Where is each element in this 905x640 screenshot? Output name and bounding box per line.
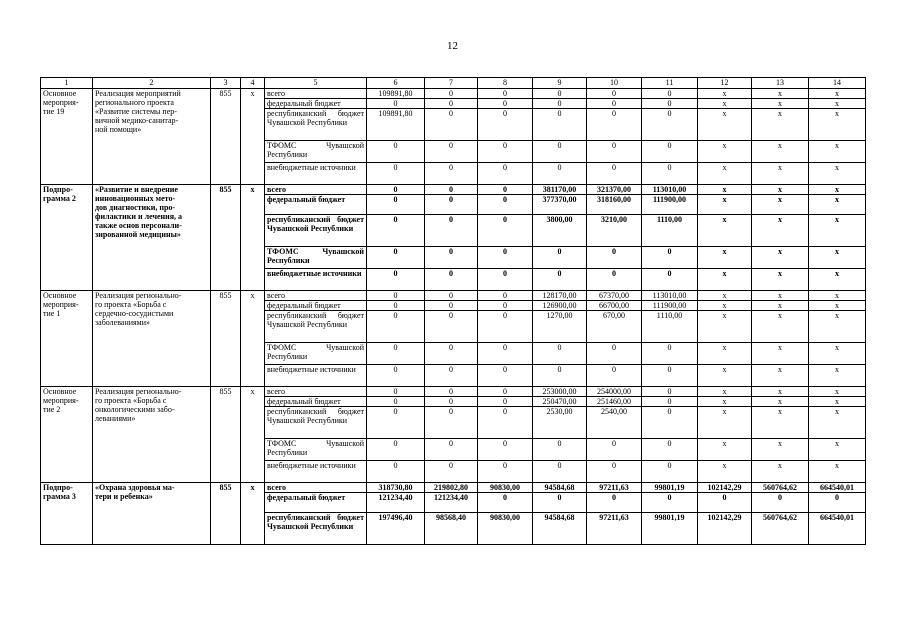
value-cell: 0 (533, 269, 587, 291)
header-cell: 3 (211, 78, 241, 89)
x-cell: х (241, 387, 265, 483)
value-cell: 0 (425, 141, 478, 163)
source-cell: республиканский бюджет Чувашской Республики (265, 215, 367, 247)
value-cell: 1110,00 (642, 311, 698, 343)
value-cell: 0 (587, 365, 642, 387)
value-cell: х (698, 397, 752, 407)
value-cell: 0 (367, 365, 425, 387)
value-cell: 0 (478, 343, 533, 365)
value-cell: 0 (478, 397, 533, 407)
value-cell: 0 (425, 301, 478, 311)
value-cell: 0 (478, 461, 533, 483)
value-cell: х (752, 365, 809, 387)
value-cell: 0 (533, 439, 587, 461)
value-cell: 0 (367, 407, 425, 439)
source-cell: всего (265, 291, 367, 301)
source-cell: федеральный бюджет (265, 493, 367, 513)
status-cell: Подпро- грамма 3 (41, 483, 93, 545)
value-cell: 560764,62 (752, 483, 809, 493)
source-cell: внебюджетные источники (265, 269, 367, 291)
value-cell: 0 (533, 109, 587, 141)
value-cell: х (752, 89, 809, 99)
value-cell: 0 (367, 439, 425, 461)
value-cell: 0 (533, 343, 587, 365)
value-cell: 67370,00 (587, 291, 642, 301)
value-cell: 664540,01 (809, 483, 866, 493)
code-cell: 855 (211, 291, 241, 387)
value-cell: 0 (367, 185, 425, 195)
value-cell: 0 (642, 387, 698, 397)
value-cell: 0 (587, 89, 642, 99)
table-row (41, 89, 866, 99)
source-cell: республиканский бюджет Чувашской Республики (265, 109, 367, 141)
value-cell: 0 (533, 247, 587, 269)
value-cell: х (809, 89, 866, 99)
value-cell: х (752, 439, 809, 461)
source-cell: федеральный бюджет (265, 301, 367, 311)
value-cell: х (698, 387, 752, 397)
source-cell: федеральный бюджет (265, 195, 367, 215)
value-cell: 0 (425, 397, 478, 407)
value-cell: 0 (425, 439, 478, 461)
value-cell: 0 (367, 387, 425, 397)
value-cell: 121234,40 (367, 493, 425, 513)
value-cell: 0 (587, 269, 642, 291)
value-cell: х (809, 407, 866, 439)
value-cell: 0 (587, 461, 642, 483)
x-cell: х (241, 483, 265, 545)
value-cell: 0 (478, 301, 533, 311)
value-cell: 0 (587, 109, 642, 141)
source-cell: федеральный бюджет (265, 397, 367, 407)
value-cell: 0 (478, 247, 533, 269)
value-cell: 0 (425, 109, 478, 141)
status-cell: Подпро- грамма 2 (41, 185, 93, 291)
value-cell: 2540,00 (587, 407, 642, 439)
value-cell: х (698, 195, 752, 215)
value-cell: 0 (425, 215, 478, 247)
value-cell: 664540,01 (809, 513, 866, 545)
value-cell: х (752, 387, 809, 397)
value-cell: 94584,68 (533, 513, 587, 545)
value-cell: 0 (478, 311, 533, 343)
value-cell: х (752, 461, 809, 483)
value-cell: 0 (367, 301, 425, 311)
table-row (41, 483, 866, 493)
value-cell: 0 (642, 365, 698, 387)
code-cell: 855 (211, 387, 241, 483)
source-cell: всего (265, 89, 367, 99)
value-cell: 219802,80 (425, 483, 478, 493)
value-cell: 0 (533, 89, 587, 99)
value-cell: 253000,00 (533, 387, 587, 397)
value-cell: 0 (642, 141, 698, 163)
value-cell: 0 (425, 195, 478, 215)
value-cell: 0 (533, 365, 587, 387)
value-cell: 99801,19 (642, 513, 698, 545)
value-cell: х (809, 215, 866, 247)
value-cell: 0 (478, 493, 533, 513)
value-cell: 254000,00 (587, 387, 642, 397)
value-cell: х (698, 439, 752, 461)
source-cell: ТФОМС Чувашской Республики (265, 343, 367, 365)
name-cell: «Охрана здоровья ма- тери и ребенка» (93, 483, 211, 545)
code-cell: 855 (211, 89, 241, 185)
source-cell: федеральный бюджет (265, 99, 367, 109)
value-cell: 0 (478, 195, 533, 215)
table-row (41, 185, 866, 195)
value-cell: 0 (367, 195, 425, 215)
value-cell: 251460,00 (587, 397, 642, 407)
value-cell: х (809, 141, 866, 163)
value-cell: х (698, 163, 752, 185)
value-cell: 109891,80 (367, 109, 425, 141)
value-cell: 0 (425, 163, 478, 185)
value-cell: 0 (478, 99, 533, 109)
value-cell: 0 (587, 163, 642, 185)
header-cell: 14 (809, 78, 866, 89)
value-cell: х (809, 397, 866, 407)
header-cell: 1 (41, 78, 93, 89)
value-cell: 2530,00 (533, 407, 587, 439)
value-cell: х (698, 461, 752, 483)
value-cell: 0 (478, 365, 533, 387)
value-cell: х (809, 311, 866, 343)
value-cell: 0 (367, 291, 425, 301)
value-cell: х (698, 99, 752, 109)
value-cell: х (752, 195, 809, 215)
value-cell: 0 (752, 493, 809, 513)
value-cell: х (809, 291, 866, 301)
source-cell: внебюджетные источники (265, 461, 367, 483)
value-cell: 0 (642, 493, 698, 513)
value-cell: х (752, 247, 809, 269)
value-cell: 0 (425, 461, 478, 483)
value-cell: 0 (533, 99, 587, 109)
value-cell: 0 (478, 291, 533, 301)
header-cell: 2 (93, 78, 211, 89)
value-cell: 3800,00 (533, 215, 587, 247)
value-cell: х (752, 163, 809, 185)
value-cell: х (752, 109, 809, 141)
value-cell: х (698, 185, 752, 195)
value-cell: х (752, 141, 809, 163)
value-cell: 0 (425, 387, 478, 397)
value-cell: 0 (478, 163, 533, 185)
value-cell: 102142,29 (698, 513, 752, 545)
value-cell: 321370,00 (587, 185, 642, 195)
value-cell: 121234,40 (425, 493, 478, 513)
value-cell: х (752, 343, 809, 365)
value-cell: 0 (642, 407, 698, 439)
page-number: 12 (447, 40, 458, 52)
value-cell: 3210,00 (587, 215, 642, 247)
header-cell: 7 (425, 78, 478, 89)
value-cell: 0 (425, 247, 478, 269)
value-cell: 0 (587, 493, 642, 513)
name-cell: Реализация регионально- го проекта «Борьба с онкологическими забо- леваниями» (93, 387, 211, 483)
source-cell: республиканский бюджет Чувашской Республики (265, 407, 367, 439)
table-row (41, 291, 866, 301)
value-cell: х (698, 89, 752, 99)
value-cell: х (698, 141, 752, 163)
status-cell: Основное мероприя- тие 2 (41, 387, 93, 483)
header-cell: 11 (642, 78, 698, 89)
value-cell: 0 (642, 269, 698, 291)
value-cell: 0 (642, 461, 698, 483)
value-cell: 0 (367, 343, 425, 365)
source-cell: ТФОМС Чувашской Республики (265, 439, 367, 461)
value-cell: 0 (425, 99, 478, 109)
value-cell: 0 (367, 397, 425, 407)
value-cell: 99801,19 (642, 483, 698, 493)
value-cell: 0 (533, 493, 587, 513)
value-cell: 97211,63 (587, 513, 642, 545)
value-cell: 0 (642, 247, 698, 269)
source-cell: республиканский бюджет Чувашской Республики (265, 513, 367, 545)
value-cell: 318160,00 (587, 195, 642, 215)
code-cell: 855 (211, 483, 241, 545)
value-cell: х (809, 387, 866, 397)
value-cell: х (752, 215, 809, 247)
value-cell: 0 (367, 247, 425, 269)
value-cell: х (752, 291, 809, 301)
value-cell: 109891,80 (367, 89, 425, 99)
source-cell: ТФОМС Чувашской Республики (265, 247, 367, 269)
value-cell: х (809, 99, 866, 109)
value-cell: х (809, 109, 866, 141)
value-cell: 90830,00 (478, 513, 533, 545)
value-cell: 0 (367, 163, 425, 185)
value-cell: 0 (587, 141, 642, 163)
value-cell: 0 (642, 109, 698, 141)
budget-table (40, 77, 866, 545)
header-cell: 6 (367, 78, 425, 89)
header-cell: 8 (478, 78, 533, 89)
x-cell: х (241, 291, 265, 387)
value-cell: х (809, 247, 866, 269)
value-cell: х (698, 109, 752, 141)
source-cell: ТФОМС Чувашской Республики (265, 141, 367, 163)
value-cell: 113010,00 (642, 291, 698, 301)
value-cell: 0 (587, 343, 642, 365)
header-cell: 12 (698, 78, 752, 89)
value-cell: 0 (533, 461, 587, 483)
value-cell: 0 (533, 163, 587, 185)
value-cell: х (698, 269, 752, 291)
value-cell: х (752, 397, 809, 407)
value-cell: 98568,40 (425, 513, 478, 545)
code-cell: 855 (211, 185, 241, 291)
value-cell: 0 (425, 365, 478, 387)
value-cell: х (698, 365, 752, 387)
value-cell: х (809, 269, 866, 291)
value-cell: 1270,00 (533, 311, 587, 343)
value-cell: 0 (642, 397, 698, 407)
value-cell: 0 (478, 141, 533, 163)
source-cell: всего (265, 483, 367, 493)
value-cell: 0 (425, 343, 478, 365)
header-cell: 13 (752, 78, 809, 89)
value-cell: 0 (425, 269, 478, 291)
value-cell: 318730,80 (367, 483, 425, 493)
header-cell: 9 (533, 78, 587, 89)
value-cell: 0 (367, 99, 425, 109)
value-cell: 126900,00 (533, 301, 587, 311)
name-cell: «Развитие и внедрение инновационных мето- дов диагностики, про- филактики и лечения, а также основ персонали- зированной медицины» (93, 185, 211, 291)
value-cell: х (698, 215, 752, 247)
value-cell: 102142,29 (698, 483, 752, 493)
value-cell: 377370,00 (533, 195, 587, 215)
value-cell: 0 (425, 311, 478, 343)
value-cell: 66700,00 (587, 301, 642, 311)
value-cell: 0 (367, 215, 425, 247)
table-row (41, 387, 866, 397)
value-cell: 94584,68 (533, 483, 587, 493)
source-cell: республиканский бюджет Чувашской Республики (265, 311, 367, 343)
status-cell: Основное мероприя- тие 19 (41, 89, 93, 185)
value-cell: 0 (367, 311, 425, 343)
value-cell: 0 (587, 247, 642, 269)
value-cell: х (752, 99, 809, 109)
value-cell: х (698, 407, 752, 439)
value-cell: 0 (367, 141, 425, 163)
value-cell: 670,00 (587, 311, 642, 343)
value-cell: 113010,00 (642, 185, 698, 195)
value-cell: х (752, 185, 809, 195)
value-cell: 0 (698, 493, 752, 513)
name-cell: Реализация мероприятий регионального проекта «Развитие системы пер- вичной медико-санитар- ной помощи» (93, 89, 211, 185)
source-cell: внебюджетные источники (265, 365, 367, 387)
value-cell: х (809, 301, 866, 311)
source-cell: внебюджетные источники (265, 163, 367, 185)
value-cell: 0 (642, 343, 698, 365)
value-cell: х (809, 163, 866, 185)
value-cell: 0 (642, 89, 698, 99)
value-cell: 128170,00 (533, 291, 587, 301)
value-cell: х (752, 311, 809, 343)
value-cell: х (698, 291, 752, 301)
source-cell: всего (265, 185, 367, 195)
value-cell: 381170,00 (533, 185, 587, 195)
value-cell: х (752, 301, 809, 311)
value-cell: х (752, 269, 809, 291)
value-cell: 111900,00 (642, 301, 698, 311)
header-cell: 10 (587, 78, 642, 89)
value-cell: х (809, 439, 866, 461)
value-cell: х (809, 195, 866, 215)
header-cell: 4 (241, 78, 265, 89)
value-cell: 0 (533, 141, 587, 163)
value-cell: 0 (425, 185, 478, 195)
value-cell: 0 (367, 269, 425, 291)
value-cell: х (809, 461, 866, 483)
value-cell: х (698, 301, 752, 311)
value-cell: 0 (478, 215, 533, 247)
x-cell: х (241, 185, 265, 291)
value-cell: 90830,00 (478, 483, 533, 493)
value-cell: 97211,63 (587, 483, 642, 493)
value-cell: 0 (587, 439, 642, 461)
value-cell: 0 (425, 407, 478, 439)
value-cell: 1110,00 (642, 215, 698, 247)
value-cell: 0 (809, 493, 866, 513)
header-cell: 5 (265, 78, 367, 89)
value-cell: 111900,00 (642, 195, 698, 215)
status-cell: Основное мероприя- тие 1 (41, 291, 93, 387)
x-cell: х (241, 89, 265, 185)
value-cell: 0 (478, 387, 533, 397)
value-cell: 197496,40 (367, 513, 425, 545)
value-cell: 0 (425, 89, 478, 99)
value-cell: х (752, 407, 809, 439)
value-cell: х (809, 365, 866, 387)
value-cell: х (809, 343, 866, 365)
name-cell: Реализация регионально- го проекта «Борьба с сердечно-сосудистыми заболеваниями» (93, 291, 211, 387)
source-cell: всего (265, 387, 367, 397)
value-cell: 0 (478, 269, 533, 291)
value-cell: 0 (642, 439, 698, 461)
value-cell: 0 (642, 163, 698, 185)
value-cell: 0 (478, 185, 533, 195)
value-cell: х (809, 185, 866, 195)
value-cell: х (698, 343, 752, 365)
value-cell: 0 (478, 439, 533, 461)
value-cell: 0 (478, 407, 533, 439)
value-cell: х (698, 247, 752, 269)
header-row (41, 78, 866, 89)
value-cell: х (698, 311, 752, 343)
value-cell: 0 (478, 109, 533, 141)
value-cell: 560764,62 (752, 513, 809, 545)
value-cell: 0 (367, 461, 425, 483)
value-cell: 0 (587, 99, 642, 109)
value-cell: 0 (425, 291, 478, 301)
value-cell: 250470,00 (533, 397, 587, 407)
value-cell: 0 (478, 89, 533, 99)
value-cell: 0 (642, 99, 698, 109)
budget-table-body (41, 78, 866, 545)
